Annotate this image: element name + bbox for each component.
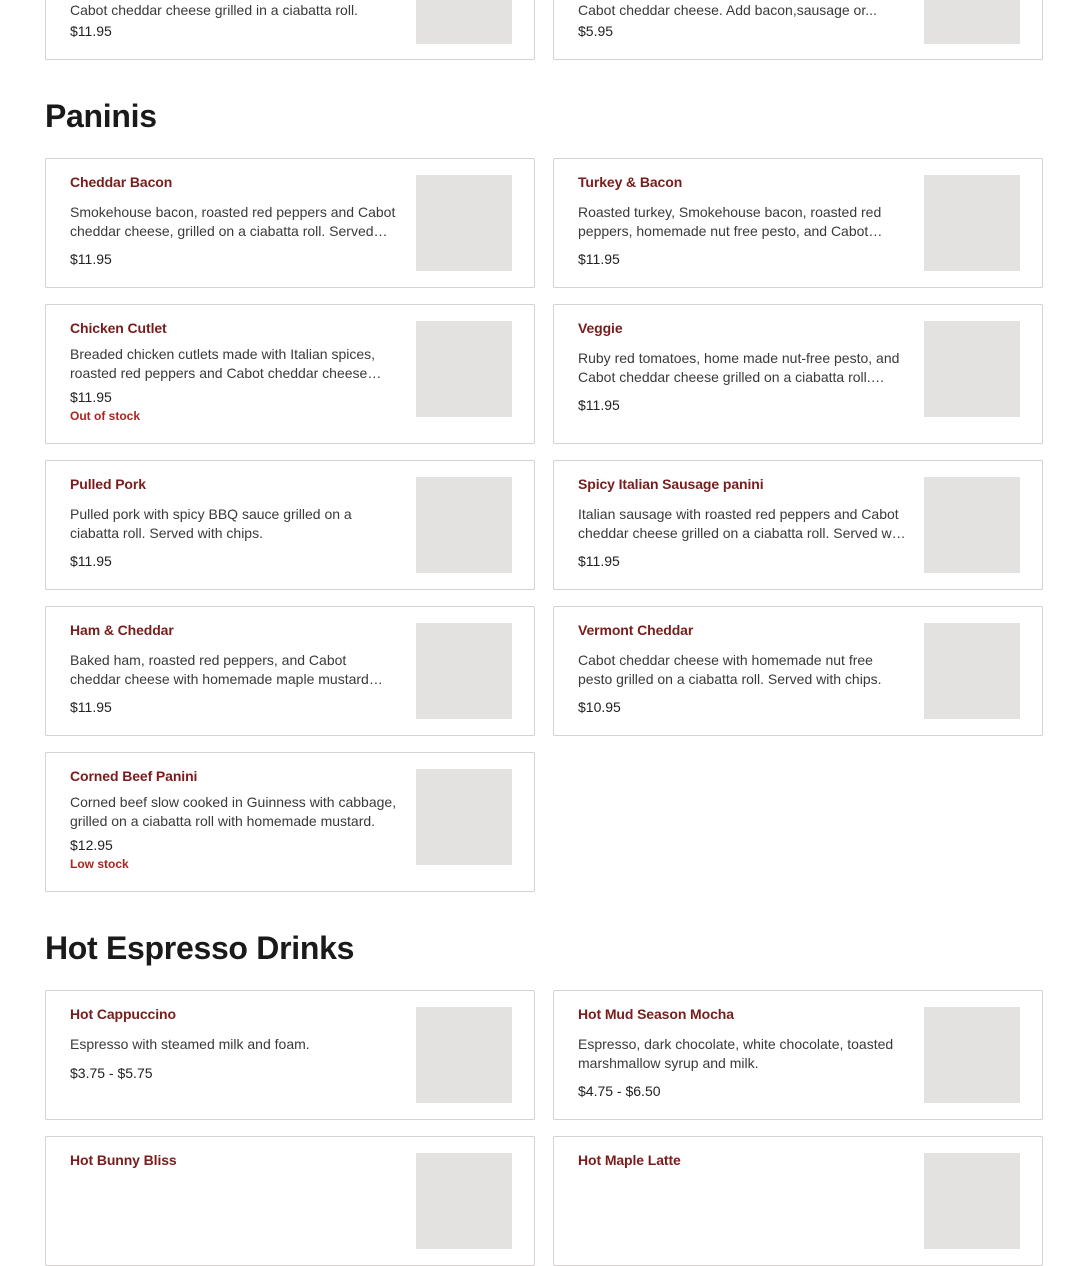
item-name: Veggie [578, 320, 623, 336]
menu-item-card[interactable] [553, 0, 1043, 60]
item-price: $5.95 [578, 23, 614, 39]
menu-item-hot-cappuccino[interactable] [45, 990, 535, 1120]
item-name: Pulled Pork [70, 476, 146, 492]
item-price: $12.95 [70, 837, 113, 853]
item-description: Italian sausage with roasted red peppers and Cabot cheddar cheese grilled on a ciabatta roll. Served with [578, 506, 907, 541]
item-price: $3.75 - $5.75 [70, 1065, 153, 1081]
menu-item-chicken-cutlet[interactable] [45, 304, 535, 444]
item-description: Corned beef slow cooked in Guinness with cabbage, grilled on a ciabatta roll with homemade mustard. [70, 794, 397, 829]
item-name: Turkey & Bacon [578, 174, 683, 190]
item-price: $11.95 [70, 251, 112, 267]
item-description: Cabot cheddar cheese. Add bacon,sausage or... [578, 2, 877, 18]
item-image [924, 623, 1020, 719]
menu-item-pulled-pork[interactable] [45, 460, 535, 590]
item-description: Pulled pork with spicy BBQ sauce grilled on a ciabatta roll. Served with chips. [70, 506, 352, 541]
item-image [416, 175, 512, 271]
item-image [416, 623, 512, 719]
item-image [924, 477, 1020, 573]
item-image [924, 321, 1020, 417]
item-image [924, 1007, 1020, 1103]
menu-item-turkey-bacon[interactable] [553, 158, 1043, 288]
menu-item-veggie[interactable] [553, 304, 1043, 444]
item-image [416, 1153, 512, 1249]
menu-item-hot-mud-season-mocha[interactable] [553, 990, 1043, 1120]
item-name: Ham & Cheddar [70, 622, 174, 638]
item-price: $11.95 [70, 23, 112, 39]
item-description: Espresso with steamed milk and foam. [70, 1036, 310, 1052]
item-name: Hot Cappuccino [70, 1006, 176, 1022]
item-price: $11.95 [70, 389, 112, 405]
item-name: Cheddar Bacon [70, 174, 173, 190]
item-image [924, 175, 1020, 271]
menu-item-hot-bunny-bliss[interactable] [45, 1136, 535, 1266]
item-price: $11.95 [70, 553, 112, 569]
item-name: Vermont Cheddar [578, 622, 694, 638]
item-description: Baked ham, roasted red peppers, and Cabot cheddar cheese with homemade maple mustard [70, 652, 369, 687]
menu-item-vermont-cheddar[interactable] [553, 606, 1043, 736]
stock-status-badge: Out of stock [70, 409, 141, 423]
item-image [924, 0, 1020, 44]
item-image [924, 1153, 1020, 1249]
menu-item-cheddar-bacon[interactable] [45, 158, 535, 288]
item-description: Espresso, dark chocolate, white chocolate, toasted marshmallow syrup and milk. [578, 1036, 894, 1071]
menu-item-hot-maple-latte[interactable] [553, 1136, 1043, 1266]
item-price: $11.95 [578, 553, 620, 569]
item-price: $4.75 - $6.50 [578, 1083, 661, 1099]
item-image [416, 0, 512, 44]
item-name: Spicy Italian Sausage panini [578, 476, 764, 492]
item-description: Smokehouse bacon, roasted red peppers and Cabot cheddar cheese, grilled on a ciabatta roll. Served [70, 204, 396, 239]
item-image [416, 477, 512, 573]
item-description: Cabot cheddar cheese with homemade nut free pesto grilled on a ciabatta roll. Served with chips. [578, 652, 882, 687]
menu-item-ham-cheddar[interactable] [45, 606, 535, 736]
section-title-hot-espresso-drinks: Hot Espresso Drinks [45, 930, 355, 966]
item-description: Breaded chicken cutlets made with Italian spices, roasted red peppers and Cabot cheddar cheese [70, 346, 376, 381]
item-price: $11.95 [578, 397, 620, 413]
item-price: $10.95 [578, 699, 621, 715]
item-name: Hot Maple Latte [578, 1152, 681, 1168]
item-price: $11.95 [578, 251, 620, 267]
item-description: Cabot cheddar cheese grilled in a ciabatta roll. [70, 2, 358, 18]
item-name: Hot Bunny Bliss [70, 1152, 177, 1168]
item-price: $11.95 [70, 699, 112, 715]
menu-item-card[interactable] [45, 0, 535, 60]
item-image [416, 769, 512, 865]
item-name: Chicken Cutlet [70, 320, 167, 336]
section-title-paninis: Paninis [45, 98, 157, 134]
menu-item-corned-beef-panini[interactable] [45, 752, 535, 892]
item-description: Roasted turkey, Smokehouse bacon, roasted red peppers, homemade nut free pesto, and Cabot [578, 204, 882, 239]
item-image [416, 321, 512, 417]
menu-item-spicy-italian-sausage[interactable] [553, 460, 1043, 590]
item-name: Corned Beef Panini [70, 768, 198, 784]
item-name: Hot Mud Season Mocha [578, 1006, 734, 1022]
item-description: Ruby red tomatoes, home made nut-free pesto, and Cabot cheddar cheese grilled on a ciabatta roll. [578, 350, 900, 385]
stock-status-badge: Low stock [70, 857, 129, 871]
item-image [416, 1007, 512, 1103]
